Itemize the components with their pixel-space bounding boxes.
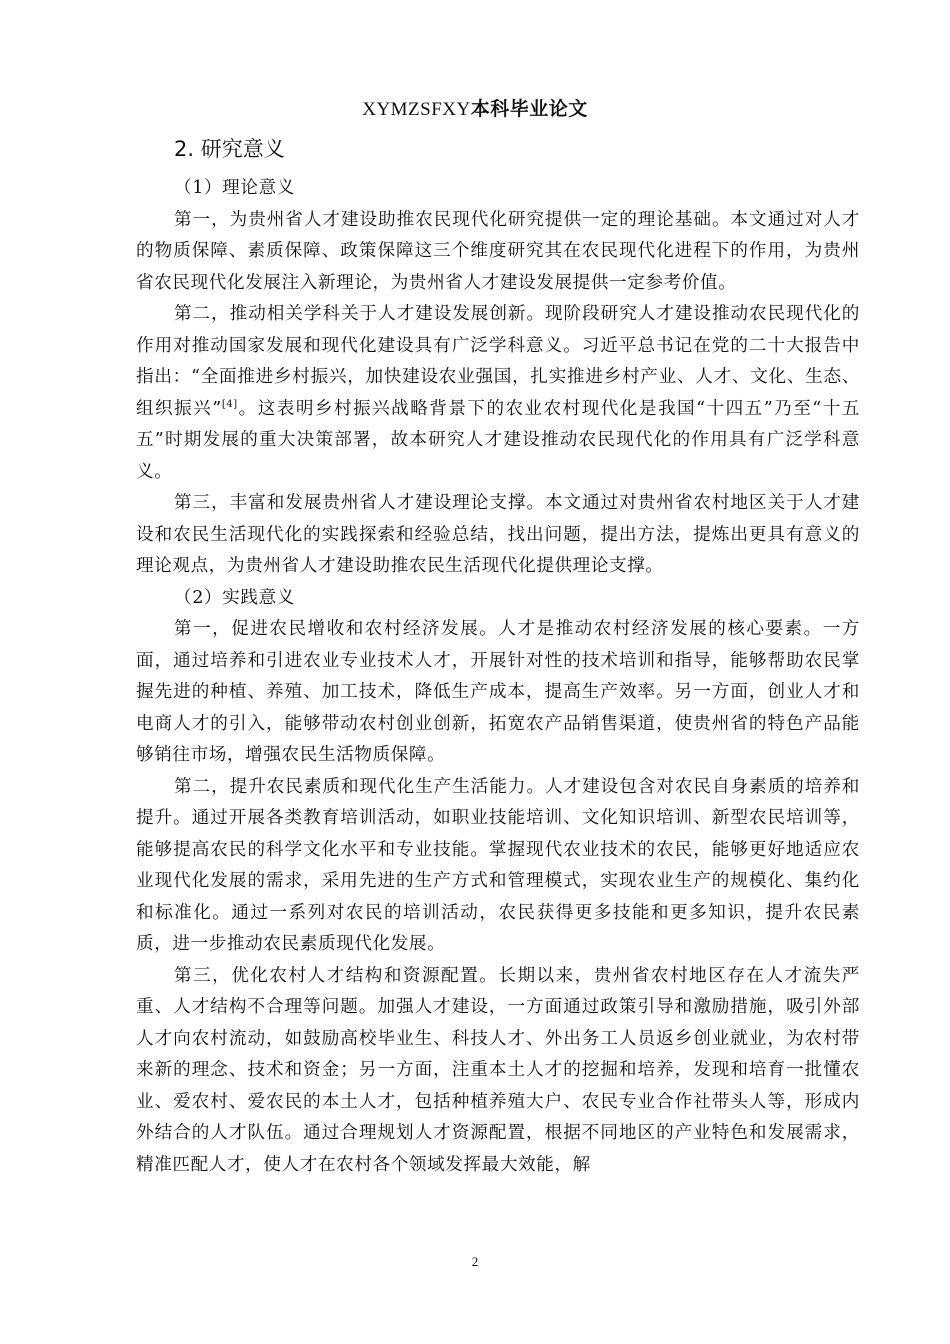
body-content: [136, 173, 860, 1181]
section-heading: 2. 研究意义: [174, 137, 285, 161]
paragraph-theory-1: 第一，为贵州省人才建设助推农民现代化研究提供一定的理论基础。本文通过对人才的物质保障、素质保障、政策保障这三个维度研究其在农民现代化进程下的作用，为贵州省农民现代化发展注入新理论，为贵州省人才建设发展提供一定参考价值。: [136, 209, 860, 293]
paragraph-theory-2-continued: 。这表明乡村振兴战略背景下的农业农村现代化是我国“十四五”乃至“十五五”时期发展的重大决策部署，故本研究人才建设推动农民现代化的作用具有广泛学科意义。: [136, 398, 861, 482]
paragraph-practice-2: 第二，提升农民素质和现代化生产生活能力。人才建设包含对农民自身素质的培养和提升。通过开展各类教育培训活动，如职业技能培训、文化知识培训、新型农民培训等，能够提高农民的科学文化水平和专业技能。掌握现代农业技术的农民，能够更好地适应农业现代化发展的需求，采用先进的生产方式和管理模式，实现农业生产的规模化、集约化和标准化。通过一系列对农民的培训活动，农民获得更多技能和更多知识，提升农民素质，进一步推动农民素质现代化发展。: [136, 776, 860, 954]
paragraph-theory-2-text: 第二，推动相关学科关于人才建设发展创新。现阶段研究人才建设推动农民现代化的作用对推动国家发展和现代化建设具有广泛学科意义。习近平总书记在党的二十大报告中指出：“全面推进乡村振兴，加快建设农业强国，扎实推进乡村产业、人才、文化、生态、组织振兴”: [136, 304, 860, 419]
paragraph-theory-3: 第三，丰富和发展贵州省人才建设理论支撑。本文通过对贵州省农村地区关于人才建设和农民生活现代化的实践探索和经验总结，找出问题，提出方法，提炼出更具有意义的理论观点，为贵州省人才建设助推农民生活现代化提供理论支撑。: [136, 493, 860, 576]
page-number: 2: [471, 1254, 479, 1269]
citation-reference: [4]: [221, 398, 238, 410]
paragraph-practice-3: 第三，优化农村人才结构和资源配置。长期以来，贵州省农村地区存在人才流失严重、人才结构不合理等问题。加强人才建设，一方面通过政策引导和激励措施，吸引外部人才向农村流动，如鼓励高校毕业生、科技人才、外出务工人员返乡创业就业，为农村带来新的理念、技术和资金；另一方面，注重本土人才的挖掘和培养，发现和培育一批懂农业、爱农村、爱农民的本土人才，包括种植养殖大户、农民专业合作社带头人等，形成内外结合的人才队伍。通过合理规划人才资源配置，根据不同地区的产业特色和发展需求，精准匹配人才，使人才在农村各个领域发挥最大效能，解: [136, 965, 860, 1175]
paragraph-theory-2: [136, 299, 860, 488]
subheading-practice: （2）实践意义: [174, 587, 295, 608]
page-header: [0, 96, 950, 123]
subheading-theory: （1）理论意义: [174, 178, 295, 198]
header-title: 本科毕业论文: [470, 98, 588, 120]
paragraph-practice-1: 第一，促进农民增收和农村经济发展。人才是推动农村经济发展的核心要素。一方面，通过培养和引进农业专业技术人才，开展针对性的技术培训和指导，能够帮助农民掌握先进的种植、养殖、加工技术，降低生产成本，提高生产效率。另一方面，创业人才和电商人才的引入，能够带动农村创业创新，拓宽农产品销售渠道，使贵州省的特色产品能够销往市场，增强农民生活物质保障。: [136, 619, 860, 765]
header-code: XYMZSFXY: [362, 99, 471, 120]
